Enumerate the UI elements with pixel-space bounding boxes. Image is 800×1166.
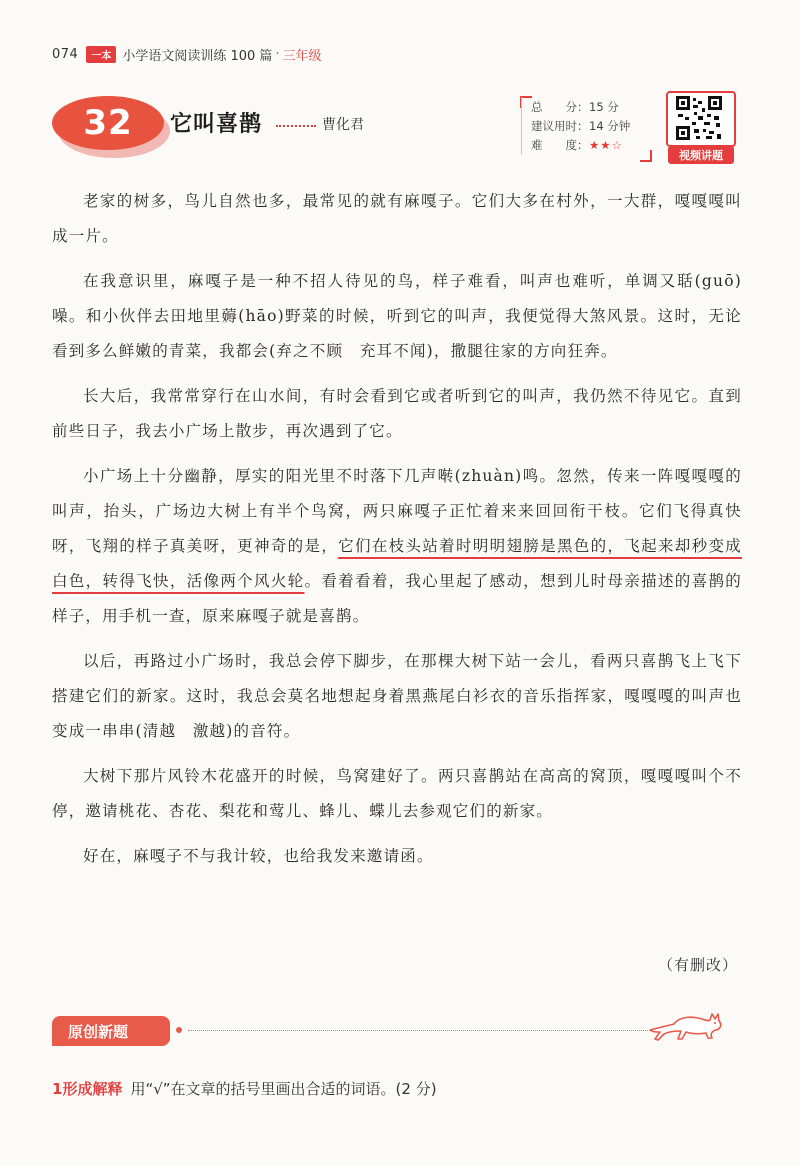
source-note: （有删改） bbox=[657, 956, 738, 974]
section-header: 原创新题 bbox=[52, 1016, 170, 1046]
difficulty-label: 难 度： bbox=[531, 138, 589, 152]
page-header bbox=[52, 45, 322, 64]
score-label: 总 分： bbox=[531, 100, 589, 114]
video-explain-label[interactable]: 视频讲题 bbox=[668, 146, 734, 164]
series-title: 小学语文阅读训练 100 篇 bbox=[122, 49, 273, 64]
paragraph-2: 在我意识里，麻嘎子是一种不招人待见的鸟，样子难看，叫声也难听，单调又聒(guō)噪。和小伙伴去田地里薅(hāo)野菜的时候，听到它的叫声，我便觉得大煞风景。这时，无论看到多么鲜嫩的青菜，我都会(弃之不顾 充耳不闻)，撒腿往家的方向狂奔。 bbox=[52, 272, 742, 360]
page-number: 074 bbox=[52, 47, 79, 62]
lesson-number-badge bbox=[52, 96, 172, 158]
grade-label: 三年级 bbox=[282, 49, 322, 64]
qr-code-graphic bbox=[676, 96, 722, 140]
cat-icon bbox=[648, 1004, 728, 1044]
paragraph-4-start: 小广场上十分幽静，厚实的阳光里不时落下几声啭(zhuàn)鸣。忽然，传来一阵嘎嘎嘎的叫声，抬头，广场边大树上有半个鸟窝，两只麻嘎子正忙着来来回回衔干枝。它们飞得真快呀，飞翔的样子真美呀，更神奇的是， bbox=[52, 467, 742, 555]
reading-passage bbox=[52, 184, 742, 884]
paragraph-5: 以后，再路过小广场时，我总会停下脚步，在那棵大树下站一会儿，看两只喜鹊飞上飞下搭建它们的新家。这时，我总会莫名地想起身着黑燕尾白衫衣的音乐指挥家，嘎嘎嘎的叫声也变成一串串(清越 激越)的音符。 bbox=[52, 652, 742, 740]
score-value: 15 分 bbox=[589, 100, 619, 114]
paragraph-4 bbox=[52, 459, 742, 634]
paragraph-4-end: 。看着看着，我心里起了感动，想到儿时母亲描述的喜鹊的样子，用手机一查，原来麻嘎子就是喜鹊。 bbox=[52, 572, 742, 625]
paragraph-6: 大树下那片风铃木花盛开的时候，鸟窝建好了。两只喜鹊站在高高的窝顶，嘎嘎嘎叫个不停，邀请桃花、杏花、梨花和莺儿、蜂儿、蝶儿去参观它们的新家。 bbox=[52, 767, 742, 820]
lesson-author: 曹化君 bbox=[322, 117, 364, 133]
question-number: 1 bbox=[52, 1080, 63, 1098]
lesson-title: 它叫喜鹊 bbox=[170, 112, 263, 137]
header-separator: · bbox=[275, 47, 280, 62]
title-dotted-leader bbox=[276, 125, 316, 127]
info-box bbox=[521, 97, 653, 157]
question-tag: 形成解释 bbox=[62, 1080, 123, 1098]
difficulty-stars: ★★☆ bbox=[589, 138, 623, 152]
badge-oval bbox=[52, 96, 164, 150]
time-label: 建议用时： bbox=[531, 119, 589, 133]
paragraph-7: 好在，麻嘎子不与我计较，也给我发来邀请函。 bbox=[83, 847, 434, 865]
section-dot bbox=[176, 1027, 182, 1033]
question-1 bbox=[52, 1078, 437, 1099]
lesson-number: 32 bbox=[83, 103, 133, 143]
qr-code-icon[interactable] bbox=[666, 91, 736, 147]
underlined-sentence: 它们在枝头站着时明明翅膀是黑色的，飞起来却秒变成白色，转得飞快，活像两个风火轮 bbox=[52, 537, 742, 590]
time-value: 14 分钟 bbox=[589, 119, 631, 133]
time-row bbox=[531, 118, 630, 134]
paragraph-1: 老家的树多，鸟儿自然也多，最常见的就有麻嘎子。它们大多在村外，一大群，嘎嘎嘎叫成一片。 bbox=[52, 192, 742, 245]
brand-logo: 一本 bbox=[86, 46, 116, 63]
question-text: 用“√”在文章的括号里画出合适的词语。(2 分) bbox=[130, 1080, 437, 1098]
score-row bbox=[531, 99, 619, 115]
paragraph-3: 长大后，我常常穿行在山水间，有时会看到它或者听到它的叫声，我仍然不待见它。直到前些日子，我去小广场上散步，再次遇到了它。 bbox=[52, 387, 742, 440]
info-divider bbox=[521, 97, 522, 155]
difficulty-row bbox=[531, 137, 623, 153]
section-dotted-line bbox=[188, 1030, 648, 1031]
